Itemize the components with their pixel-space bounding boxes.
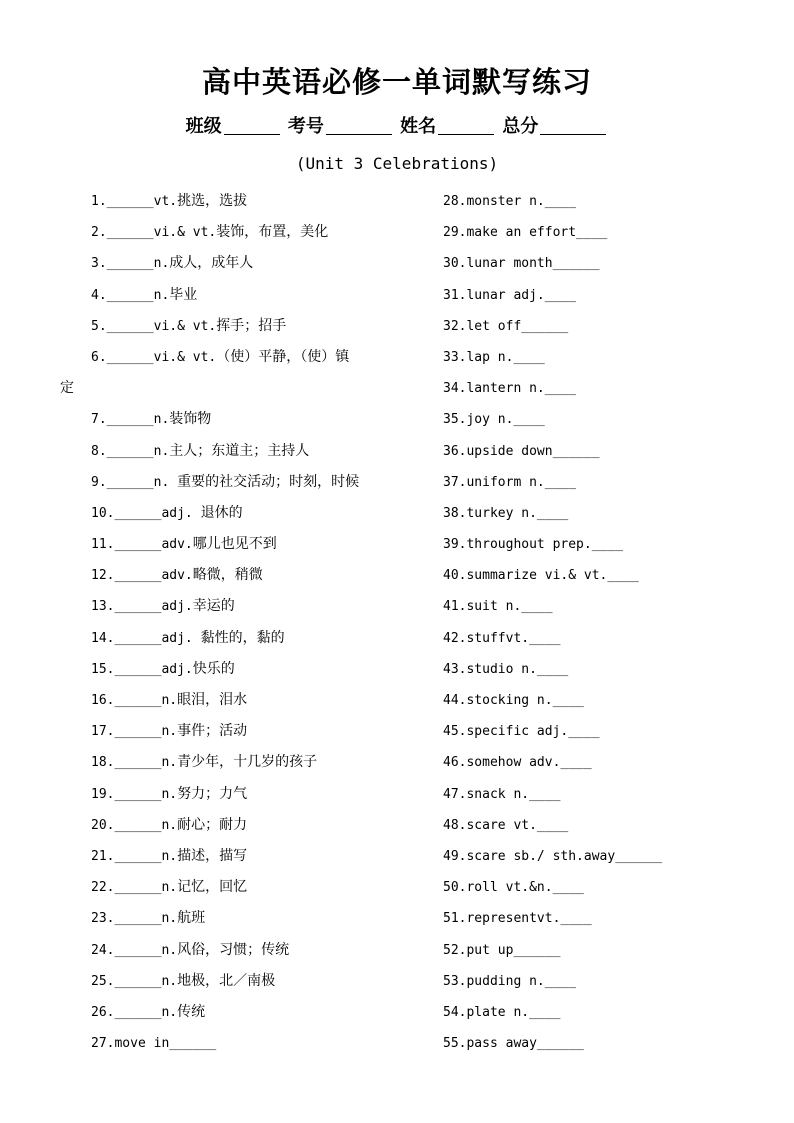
item-number: 31. [443,287,467,303]
answer-blank: ______ [114,817,162,833]
chinese-meaning: 挥手；招手 [216,317,287,334]
list-item [91,716,411,747]
class-blank [224,116,280,135]
answer-blank: ______ [106,225,154,241]
item-number: 1. [91,194,107,209]
list-item [443,685,763,716]
list-item [443,342,763,373]
list-item [443,560,763,591]
chinese-meaning: 装饰，布置，美化 [216,224,329,241]
part-of-speech: vi.& vt. [153,225,217,241]
page-title: 高中英语必修一单词默写练习 [201,65,592,99]
list-item [91,997,411,1028]
part-of-speech: adv. [161,568,193,584]
list-item [443,186,763,217]
chinese-meaning: 幸运的 [192,598,235,615]
part-of-speech: move in______ [114,1036,217,1052]
english-term: monster n.____ [466,194,577,209]
answer-blank: ______ [114,911,162,927]
english-term: let off______ [466,318,569,334]
item-number: 18. [91,755,115,771]
part-of-speech: n. [161,724,178,740]
list-item [91,935,411,966]
list-item [91,841,411,872]
item-number: 7. [91,412,107,428]
list-item [91,280,411,311]
part-of-speech: n. [161,786,178,802]
score-blank [540,116,606,135]
english-term: turkey n.____ [466,505,569,521]
list-item [443,217,763,248]
item-number: 35. [443,412,467,428]
answer-blank: ______ [114,1004,162,1020]
list-item [91,872,411,903]
item-number: 36. [443,443,467,459]
answer-blank: ______ [114,942,162,958]
english-term: scare vt.____ [466,817,569,833]
part-of-speech: n. [153,412,170,428]
list-item [443,404,763,435]
item-number: 19. [91,786,115,802]
part-of-speech: n. [153,256,170,272]
chinese-meaning: 耐心；耐力 [177,816,248,833]
chinese-meaning: 风俗，习惯；传统 [177,941,290,958]
part-of-speech: n. [153,443,170,459]
answer-blank: ______ [106,412,154,428]
list-item [91,779,411,810]
english-term: throughout prep.____ [466,537,624,553]
list-item [91,685,411,716]
item-number: 8. [91,443,107,459]
item-number: 14. [91,630,115,646]
item-number: 39. [443,537,467,553]
english-term: summarize vi.& vt.____ [466,568,639,584]
item-number: 9. [91,474,107,490]
answer-blank: ______ [106,318,154,334]
list-item [91,903,411,934]
part-of-speech: n. [161,880,178,896]
score-label: 总分 [502,116,539,137]
answer-blank: ______ [106,443,154,459]
part-of-speech: vt. [153,194,178,209]
english-term: lunar month______ [466,256,600,272]
part-of-speech: n. [153,287,170,303]
chinese-meaning: 努力；力气 [177,785,248,802]
list-item [91,436,411,467]
item-number: 51. [443,911,467,927]
list-item [91,498,411,529]
item-number: 24. [91,942,115,958]
answer-blank: ______ [114,693,162,708]
item-number: 6. [91,349,107,365]
list-item [91,747,411,778]
answer-blank: ______ [114,880,162,896]
item-number: 28. [443,194,467,209]
chinese-meaning: 眼泪，泪水 [177,692,248,708]
part-of-speech: n. [161,1004,178,1020]
english-term: lap n.____ [466,349,545,365]
item-number: 42. [443,630,467,646]
list-item [443,1028,763,1059]
part-of-speech: n. [161,942,178,958]
chinese-meaning: 主人；东道主；主持人 [169,442,310,459]
list-item [91,248,411,279]
chinese-meaning: 哪儿也见不到 [192,536,277,553]
item-number: 46. [443,755,467,771]
english-term: representvt.____ [466,911,592,927]
item-number: 27. [91,1036,115,1052]
item-number: 20. [91,817,115,833]
item-number: 48. [443,817,467,833]
list-item [443,529,763,560]
part-of-speech: adj. [161,505,201,521]
item-number: 15. [91,661,115,677]
english-term: stuffvt.____ [466,630,561,646]
item-number: 43. [443,661,467,677]
exam-number-blank [326,116,392,135]
item-number: 2. [91,225,107,241]
item-number: 11. [91,537,115,553]
chinese-meaning: 传统 [177,1003,206,1020]
answer-blank: ______ [114,973,162,989]
list-item [91,311,411,342]
item-number: 37. [443,474,467,490]
english-term: roll vt.&n.____ [466,880,584,896]
list-item [443,716,763,747]
chinese-meaning: 毕业 [169,286,198,303]
answer-blank: ______ [106,287,154,303]
english-term: uniform n.____ [466,474,577,490]
english-term: specific adj.____ [466,724,600,740]
answer-blank: ______ [114,786,162,802]
list-item [91,966,411,997]
part-of-speech: vi.& vt. [153,349,217,365]
list-item [91,654,411,685]
item-number: 32. [443,318,467,334]
item-number: 44. [443,693,467,708]
item-number: 50. [443,880,467,896]
item-number: 54. [443,1004,467,1020]
chinese-meaning: 挑选，选拔 [177,193,248,209]
list-item [443,623,763,654]
chinese-meaning: 装饰物 [169,411,212,428]
list-item [443,248,763,279]
chinese-meaning: 事件；活动 [177,723,248,740]
english-term: lunar adj.____ [466,287,577,303]
answer-blank: ______ [106,194,154,209]
list-item [443,747,763,778]
chinese-meaning: 黏性的，黏的 [200,629,285,646]
chinese-meaning: 快乐的 [192,660,235,677]
english-term: upside down______ [466,443,600,459]
chinese-meaning: 描述，描写 [177,847,248,864]
list-item [443,654,763,685]
item-number: 12. [91,568,115,584]
item-number: 49. [443,848,467,864]
list-item [91,186,411,217]
item-number: 41. [443,599,467,615]
list-item [91,1028,411,1059]
chinese-meaning: 退休的 [200,504,243,521]
list-item [91,560,411,591]
chinese-meaning: 青少年，十几岁的孩子 [177,754,318,771]
part-of-speech: adj. [161,599,193,615]
list-item [443,903,763,934]
list-item [443,997,763,1028]
list-item [91,623,411,654]
part-of-speech: n. [161,755,178,771]
item-number: 13. [91,599,115,615]
item-number: 10. [91,505,115,521]
item-number: 34. [443,381,467,397]
list-item [91,404,411,435]
item-number: 40. [443,568,467,584]
item-number: 23. [91,911,115,927]
unit-subtitle: (Unit 3 Celebrations) [295,154,499,173]
item-number: 25. [91,973,115,989]
chinese-meaning: 地极，北／南极 [177,972,276,989]
part-of-speech: n. [153,474,178,490]
chinese-meaning: 航班 [177,910,206,927]
chinese-meaning: （使）平静，（使）镇 [216,348,350,365]
list-item [91,591,411,622]
english-term: scare sb./ sth.away______ [466,848,663,864]
chinese-meaning: 略微，稍微 [192,567,263,584]
answer-blank: ______ [114,724,162,740]
student-info-line [0,112,794,138]
list-item [443,436,763,467]
item-number: 38. [443,505,467,521]
answer-blank: ______ [114,630,162,646]
exam-number-label: 考号 [287,116,324,137]
english-term: suit n.____ [466,599,553,615]
list-item [91,342,411,373]
item-number: 17. [91,724,115,740]
english-term: somehow adv.____ [466,755,592,771]
class-label: 班级 [185,116,222,137]
chinese-meaning: 记忆，回忆 [177,879,248,896]
item-number: 5. [91,318,107,334]
list-item [443,935,763,966]
answer-blank: ______ [106,256,154,272]
part-of-speech: n. [161,848,178,864]
english-term: studio n.____ [466,661,569,677]
answer-blank: ______ [106,474,154,490]
english-term: make an effort____ [466,225,608,241]
list-item [443,280,763,311]
item-number: 22. [91,880,115,896]
item-number: 33. [443,349,467,365]
item-number: 45. [443,724,467,740]
answer-blank: ______ [114,848,162,864]
list-item [443,311,763,342]
chinese-meaning-continued: 定 [60,380,74,397]
chinese-meaning: 成人，成年人 [169,255,254,272]
answer-blank: ______ [114,537,162,553]
list-item [443,373,763,404]
list-item-continuation [60,373,380,404]
answer-blank: ______ [114,755,162,771]
english-term: stocking n.____ [466,693,584,708]
right-word-list [443,186,763,1059]
part-of-speech: n. [161,817,178,833]
item-number: 47. [443,786,467,802]
part-of-speech: n. [161,693,178,708]
item-number: 16. [91,693,115,708]
list-item [443,467,763,498]
english-term: plate n.____ [466,1004,561,1020]
list-item [443,498,763,529]
english-term: pass away______ [466,1036,584,1052]
item-number: 3. [91,256,107,272]
item-number: 29. [443,225,467,241]
answer-blank: ______ [106,349,154,365]
list-item [91,529,411,560]
english-term: joy n.____ [466,412,545,428]
answer-blank: ______ [114,505,162,521]
part-of-speech: n. [161,973,178,989]
english-term: put up______ [466,942,561,958]
part-of-speech: adj. [161,661,193,677]
item-number: 26. [91,1004,115,1020]
part-of-speech: adj. [161,630,201,646]
chinese-meaning: 重要的社交活动；时刻，时候 [177,473,360,490]
list-item [443,779,763,810]
part-of-speech: vi.& vt. [153,318,217,334]
item-number: 53. [443,973,467,989]
list-item [91,810,411,841]
item-number: 30. [443,256,467,272]
item-number: 21. [91,848,115,864]
list-item [91,217,411,248]
name-blank [438,116,494,135]
list-item [443,810,763,841]
left-word-list [60,186,411,1059]
part-of-speech: adv. [161,537,193,553]
answer-blank: ______ [114,568,162,584]
answer-blank: ______ [114,661,162,677]
english-term: lantern n.____ [466,381,577,397]
list-item [443,841,763,872]
answer-blank: ______ [114,599,162,615]
list-item [91,467,411,498]
part-of-speech: n. [161,911,178,927]
item-number: 55. [443,1036,467,1052]
item-number: 52. [443,942,467,958]
english-term: pudding n.____ [466,973,577,989]
item-number: 4. [91,287,107,303]
list-item [443,872,763,903]
list-item [443,591,763,622]
name-label: 姓名 [400,116,437,137]
list-item [443,966,763,997]
english-term: snack n.____ [466,786,561,802]
